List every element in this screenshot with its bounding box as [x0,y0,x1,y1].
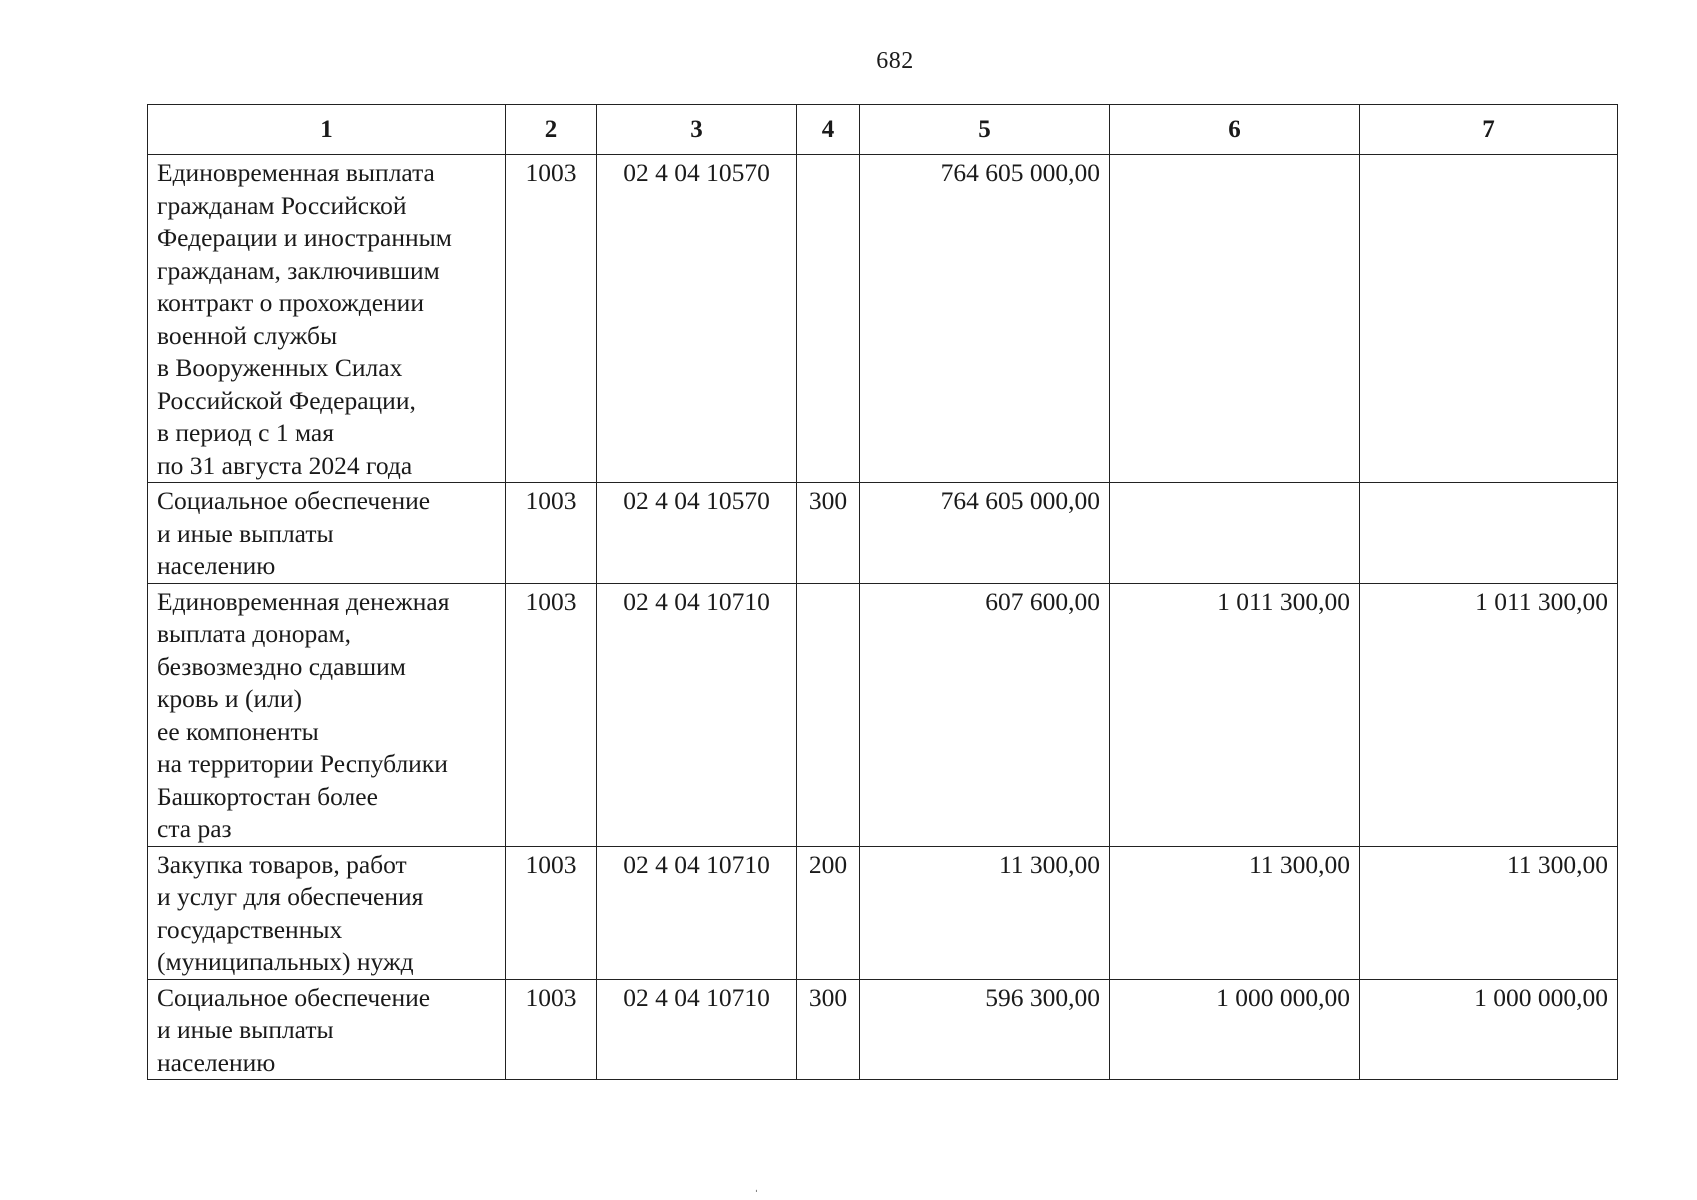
row-name-line: Федерации и иностранным [157,223,452,252]
row-name-line: военной службы [157,320,338,350]
sum-cell: 764 605 000,00 [860,483,1110,584]
row-name-line: в период с 1 мая [157,418,334,447]
row-name-line: Единовременная выплата [157,158,435,187]
target-code-cell: 02 4 04 10570 [597,155,797,483]
row-name-line: безвозмездно сдавшим [157,651,406,681]
sum-cell [1360,483,1618,584]
section-code-cell: 1003 [506,483,597,584]
section-code-cell: 1003 [506,583,597,846]
column-header: 2 [506,105,597,155]
column-header: 1 [148,105,506,155]
column-header: 3 [597,105,797,155]
expense-type-cell: 300 [797,979,860,1080]
column-header: 4 [797,105,860,155]
table-row [148,583,1618,846]
sum-cell: 1 000 000,00 [1360,979,1618,1080]
row-name-line: Башкортостан более [157,781,378,811]
row-name-line: Закупка товаров, работ [157,849,407,879]
row-name-line: кровь и (или) [157,684,302,713]
column-header: 5 [860,105,1110,155]
row-name-cell [148,155,506,483]
row-name-line: и услуг для обеспечения [157,882,424,911]
sum-cell: 11 300,00 [860,846,1110,979]
column-header: 6 [1110,105,1360,155]
sum-cell [1110,155,1360,483]
table-row [148,155,1618,483]
row-name-line: гражданам Российской [157,190,407,220]
row-name-line: и иные выплаты [157,1015,334,1044]
row-name-line: и иные выплаты [157,518,334,548]
row-name-line: выплата донорам, [157,619,352,648]
expense-type-cell [797,583,860,846]
row-name-cell [148,979,506,1080]
row-name-line: ста раз [157,814,232,843]
sum-cell: 1 011 300,00 [1110,583,1360,846]
table-row [148,846,1618,979]
page-number: 682 [876,48,914,74]
row-name-line: контракт о прохождении [157,288,424,317]
budget-table [147,104,1618,1080]
row-name-line: на территории Республики [157,749,448,778]
sum-cell: 764 605 000,00 [860,155,1110,483]
row-name-line: в Вооруженных Силах [157,353,403,382]
column-header: 7 [1360,105,1618,155]
sum-cell: 11 300,00 [1110,846,1360,979]
row-name-line: Социальное обеспечение [157,486,431,515]
target-code-cell: 02 4 04 10710 [597,979,797,1080]
row-name-cell [148,846,506,979]
sum-cell [1360,155,1618,483]
target-code-cell: 02 4 04 10710 [597,583,797,846]
sum-cell: 596 300,00 [860,979,1110,1080]
expense-type-cell [797,155,860,483]
target-code-cell: 02 4 04 10570 [597,483,797,584]
sum-cell: 11 300,00 [1360,846,1618,979]
row-name-line: по 31 августа 2024 года [157,450,413,480]
row-name-line: населению [157,1047,276,1077]
row-name-line: Российской Федерации, [157,385,416,415]
row-name-cell [148,583,506,846]
sum-cell [1110,483,1360,584]
section-code-cell: 1003 [506,979,597,1080]
row-name-cell [148,483,506,584]
sum-cell: 1 000 000,00 [1110,979,1360,1080]
table-row [148,483,1618,584]
sum-cell: 1 011 300,00 [1360,583,1618,846]
target-code-cell: 02 4 04 10710 [597,846,797,979]
row-name-line: Социальное обеспечение [157,982,431,1012]
section-code-cell: 1003 [506,155,597,483]
sum-cell: 607 600,00 [860,583,1110,846]
row-name-line: ее компоненты [157,716,319,746]
table-row [148,979,1618,1080]
row-name-line: государственных [157,914,343,944]
row-name-line: (муниципальных) нужд [157,947,414,976]
row-name-line: гражданам, заключившим [157,255,440,285]
expense-type-cell: 300 [797,483,860,584]
expense-type-cell: 200 [797,846,860,979]
row-name-line: Единовременная денежная [157,586,450,616]
section-code-cell: 1003 [506,846,597,979]
table-header-row [148,105,1618,155]
row-name-line: населению [157,551,276,580]
scan-mark: ˌ [754,1178,759,1193]
